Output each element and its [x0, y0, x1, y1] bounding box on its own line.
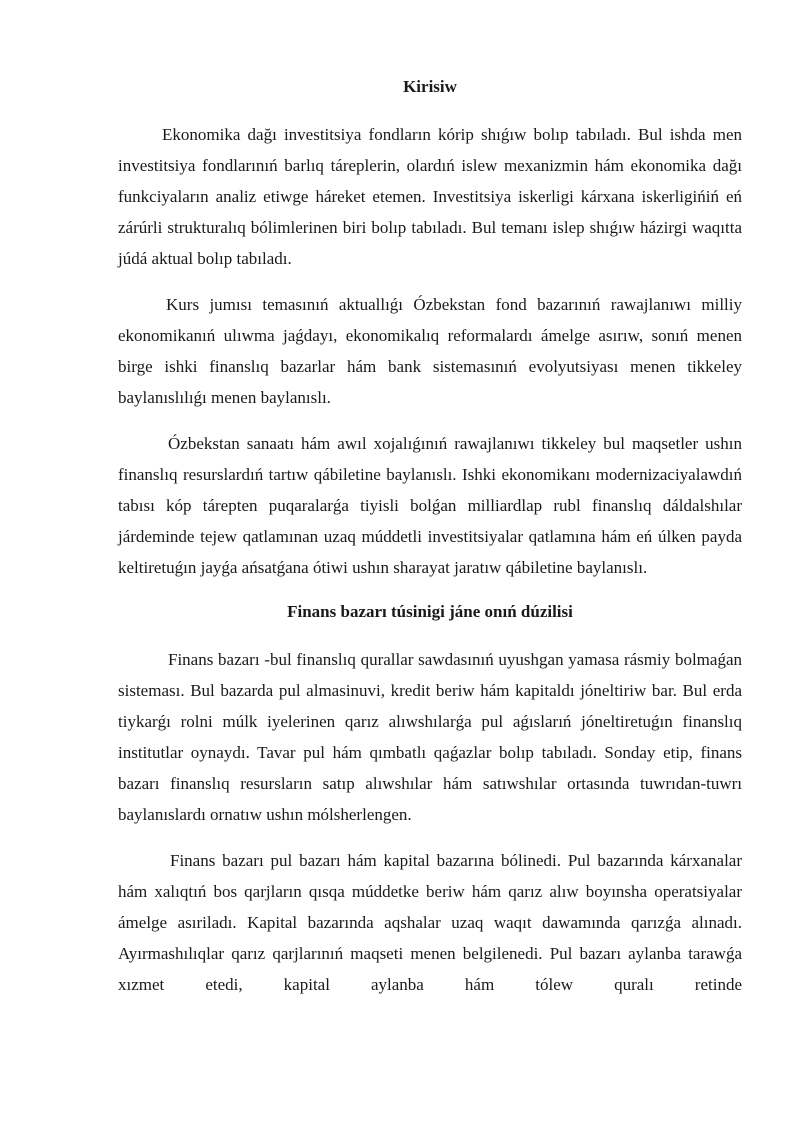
page-title: Kirisiw	[403, 77, 457, 96]
intro-paragraph-2: Kurs jumısı temasınıń aktuallıǵı Ózbekstan fond bazarınıń rawajlanıwı milliy ekonomikanıń ulıwma jaǵdayı, ekonomikalıq reformalardı ámelge asırıw, sonıń menen birge ishki finanslıq bazarlar hám bank sistemasınıń evolyutsiyası menen tikkeley baylanıslılıǵı menen baylanıslı.	[118, 295, 742, 407]
intro-paragraph-1: Ekonomika dağı investitsiya fondların kórip shıǵıw bolıp tabıladı. Bul ishda men investitsiya fondlarınıń barlıq táreplerin, olardıń islew mexanizmin hám ekonomika dağı funkciyaların analiz etiwge háreket etemen. Investitsiya iskerligi kárxana iskerligińiń eń zárúrli strukturalıq bólimlerinen biri bolıp tabıladı. Bul temanı islep shıǵıw házirgi waqıtta júdá aktual bolıp tabıladı.	[118, 125, 742, 268]
document-page	[118, 72, 742, 1000]
intro-paragraph-3: Ózbekstan sanaatı hám awıl xojalıǵınıń rawajlanıwı tikkeley bul maqsetler ushın finanslıq resurslardıń tartıw qábiletine baylanıslı. Ishki ekonomikanı modernizaciyalawdıń tabısı kóp tárepten puqaralarǵa tiyisli bolǵan milliardlap rubl finanslıq dáldalshılar járdeminde tejew qatlamınan uzaq múddetli investitsiyalar qatlamına hám eń úlken payda keltiretuǵın jayǵa ańsatǵana ótiwi ushın sharayat jaratıw qábiletine baylanıslı.	[118, 434, 742, 577]
section-paragraph-2: Finans bazarı pul bazarı hám kapital bazarına bólinedi. Pul bazarında kárxanalar hám xalıqtıń bos qarjların qısqa múddetke beriw hám qarız alıw boyınsha operatsiyalar ámelge asıriladı. Kapital bazarında aqshalar uzaq waqıt dawamında qarızǵa alınadı. Ayırmashılıqlar qarız qarjlarınıń maqseti menen belgilenedi. Pul bazarı aylanba tarawǵa xızmet etedi, kapital aylanba hám tólew quralı retinde	[118, 851, 742, 994]
section-heading: Finans bazarı túsinigi jáne onıń dúzilisi	[287, 602, 573, 621]
section-paragraph-1: Finans bazarı -bul finanslıq qurallar sawdasınıń uyushgan yamasa rásmiy bolmaǵan sisteması. Bul bazarda pul almasinuvi, kredit beriw hám kapitaldı jóneltiriw bar. Bul erda tiykarǵı rolni múlk iyelerinen qarız alıwshılarǵa pul aǵıslarıń jóneltiretuǵın finanslıq institutlar oynaydı. Tavar pul hám qımbatlı qaǵazlar bolıp tabıladı. Sonday etip, finans bazarı finanslıq resursların satıp alıwshılar hám satıwshılar ortasında tuwrıdan-tuwrı baylanıslardı ornatıw ushın mólsherlengen.	[118, 650, 742, 824]
